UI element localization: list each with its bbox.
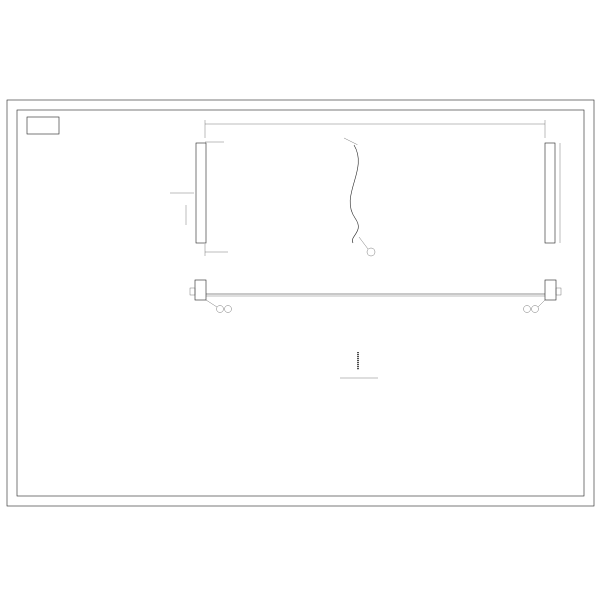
outer-frame [7,100,594,506]
cable-side-view [190,280,561,313]
connector-p2 [545,143,555,243]
inner-frame [17,110,584,496]
connector-p1 [196,143,206,243]
hsf-logo-box [27,117,59,134]
balloon-1 [367,248,375,256]
connect-method [340,352,378,378]
cable-drawing [170,120,560,256]
